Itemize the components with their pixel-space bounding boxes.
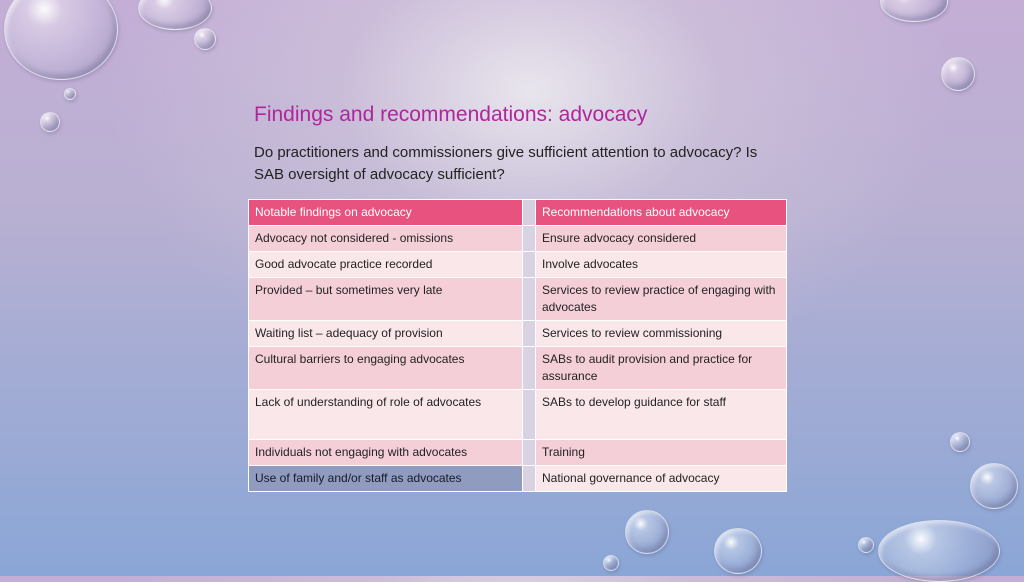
slide-subtitle: Do practitioners and commissioners give sufficient attention to advocacy? Is SAB oversight of advocacy sufficient? (254, 144, 758, 183)
table-row (249, 347, 787, 390)
table-row (249, 321, 787, 347)
table-row (249, 226, 787, 252)
column-gap (523, 347, 536, 390)
finding-cell: Individuals not engaging with advocates (249, 440, 523, 466)
water-drop-decoration (858, 537, 874, 553)
slide-title: Findings and recommendations: advocacy (254, 103, 648, 126)
finding-cell: Advocacy not considered - omissions (249, 226, 523, 252)
column-gap (523, 466, 536, 492)
recommendation-cell: National governance of advocacy (536, 466, 787, 492)
header-findings: Notable findings on advocacy (249, 200, 523, 226)
table-row (249, 390, 787, 440)
water-drop-decoration (625, 510, 669, 554)
water-drop-decoration (4, 0, 118, 80)
column-gap (523, 440, 536, 466)
finding-cell: Lack of understanding of role of advocates (249, 390, 523, 440)
water-drop-decoration (138, 0, 212, 30)
recommendation-cell: SABs to develop guidance for staff (536, 390, 787, 440)
column-gap (523, 252, 536, 278)
table-row (249, 252, 787, 278)
finding-cell: Use of family and/or staff as advocates (249, 466, 523, 492)
water-drop-decoration (970, 463, 1018, 509)
water-drop-decoration (941, 57, 975, 91)
column-gap (523, 226, 536, 252)
water-drop-decoration (194, 28, 216, 50)
water-drop-decoration (603, 555, 619, 571)
water-drop-decoration (878, 520, 1000, 582)
finding-cell: Cultural barriers to engaging advocates (249, 347, 523, 390)
table-row (249, 466, 787, 492)
header-recommendations: Recommendations about advocacy (536, 200, 787, 226)
column-gap (523, 200, 536, 226)
water-drop-decoration (40, 112, 60, 132)
recommendation-cell: Ensure advocacy considered (536, 226, 787, 252)
recommendation-cell: Training (536, 440, 787, 466)
recommendation-cell: Involve advocates (536, 252, 787, 278)
recommendation-cell: Services to review practice of engaging with advocates (536, 278, 787, 321)
column-gap (523, 321, 536, 347)
column-gap (523, 278, 536, 321)
table-row (249, 440, 787, 466)
water-drop-decoration (880, 0, 948, 22)
finding-cell: Waiting list – adequacy of provision (249, 321, 523, 347)
column-gap (523, 390, 536, 440)
table-header-row (249, 200, 787, 226)
recommendation-cell: SABs to audit provision and practice for assurance (536, 347, 787, 390)
table-row (249, 278, 787, 321)
water-drop-decoration (714, 528, 762, 574)
finding-cell: Good advocate practice recorded (249, 252, 523, 278)
water-drop-decoration (950, 432, 970, 452)
water-drop-decoration (64, 88, 76, 100)
advocacy-table (248, 199, 787, 492)
recommendation-cell: Services to review commissioning (536, 321, 787, 347)
finding-cell: Provided – but sometimes very late (249, 278, 523, 321)
